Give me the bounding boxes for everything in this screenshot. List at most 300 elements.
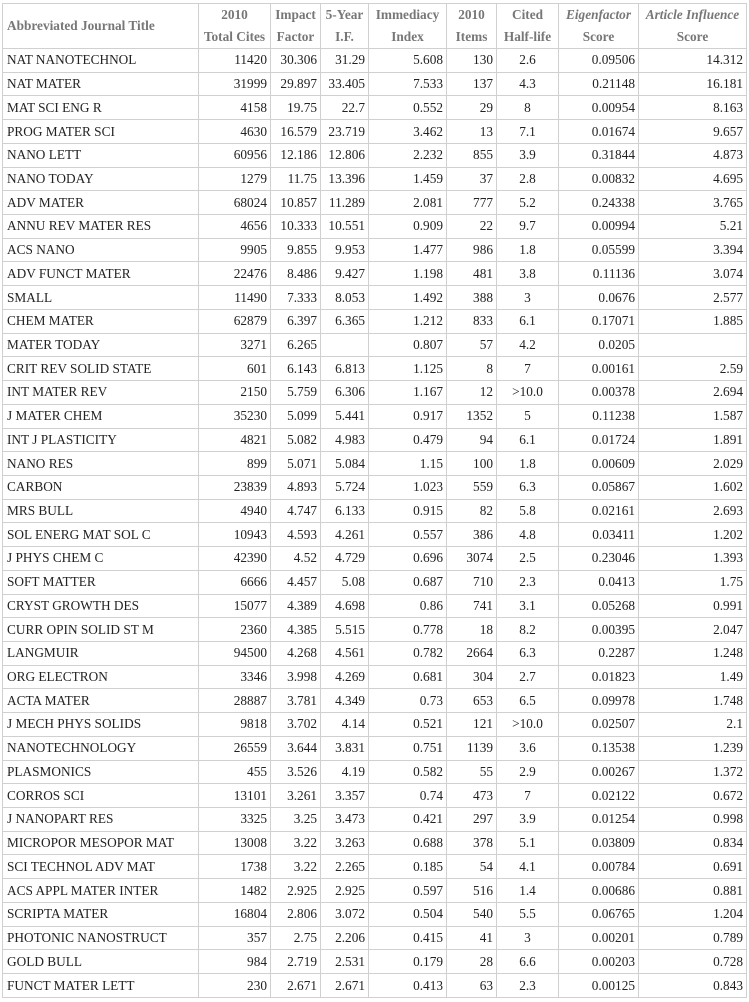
immediacy-index-cell: 0.413: [369, 974, 447, 998]
immediacy-index-cell: 1.492: [369, 286, 447, 310]
cited-half-life-cell: 5.1: [497, 831, 559, 855]
eigenfactor-cell: 0.2287: [559, 641, 639, 665]
col-header-impact-factor: Impact Factor: [271, 4, 321, 49]
items-cell: 94: [447, 428, 497, 452]
immediacy-index-cell: 1.167: [369, 381, 447, 405]
article-influence-cell: 0.691: [639, 855, 747, 879]
total-cites-cell: 4158: [199, 96, 271, 120]
items-cell: 12: [447, 381, 497, 405]
immediacy-index-cell: 0.479: [369, 428, 447, 452]
table-row: [3, 570, 747, 594]
eigenfactor-cell: 0.02161: [559, 499, 639, 523]
journal-title-cell: GOLD BULL: [3, 950, 199, 974]
total-cites-cell: 984: [199, 950, 271, 974]
table-row: [3, 784, 747, 808]
cited-half-life-cell: 6.3: [497, 475, 559, 499]
eigenfactor-cell: 0.00203: [559, 950, 639, 974]
cited-half-life-cell: 3: [497, 926, 559, 950]
immediacy-index-cell: 5.608: [369, 49, 447, 73]
eigenfactor-cell: 0.03809: [559, 831, 639, 855]
cited-half-life-cell: 2.5: [497, 547, 559, 571]
total-cites-cell: 11420: [199, 49, 271, 73]
impact-factor-cell: 3.261: [271, 784, 321, 808]
article-influence-cell: 0.672: [639, 784, 747, 808]
impact-factor-cell: 6.265: [271, 333, 321, 357]
eigenfactor-cell: 0.00395: [559, 618, 639, 642]
items-cell: 18: [447, 618, 497, 642]
col-header-journal-title: Abbreviated Journal Title: [3, 4, 199, 49]
cited-half-life-cell: 8.2: [497, 618, 559, 642]
impact-factor-cell: 2.806: [271, 902, 321, 926]
total-cites-cell: 60956: [199, 143, 271, 167]
total-cites-cell: 601: [199, 357, 271, 381]
cited-half-life-cell: 5.2: [497, 191, 559, 215]
journal-title-cell: PHOTONIC NANOSTRUCT: [3, 926, 199, 950]
total-cites-cell: 4656: [199, 215, 271, 239]
article-influence-cell: 4.873: [639, 143, 747, 167]
total-cites-cell: 94500: [199, 641, 271, 665]
five-year-if-cell: 22.7: [321, 96, 369, 120]
items-cell: 55: [447, 760, 497, 784]
cited-half-life-cell: 2.7: [497, 665, 559, 689]
immediacy-index-cell: 0.582: [369, 760, 447, 784]
eigenfactor-cell: 0.11238: [559, 404, 639, 428]
immediacy-index-cell: 0.74: [369, 784, 447, 808]
table-row: [3, 926, 747, 950]
total-cites-cell: 35230: [199, 404, 271, 428]
journal-title-cell: SMALL: [3, 286, 199, 310]
total-cites-cell: 11490: [199, 286, 271, 310]
items-cell: 130: [447, 49, 497, 73]
total-cites-cell: 13101: [199, 784, 271, 808]
table-row: [3, 381, 747, 405]
table-row: [3, 713, 747, 737]
eigenfactor-cell: 0.00201: [559, 926, 639, 950]
eigenfactor-cell: 0.01254: [559, 808, 639, 832]
cited-half-life-cell: 5: [497, 404, 559, 428]
items-cell: 13: [447, 120, 497, 144]
eigenfactor-cell: 0.00378: [559, 381, 639, 405]
immediacy-index-cell: 0.681: [369, 665, 447, 689]
table-row: [3, 808, 747, 832]
article-influence-cell: 1.202: [639, 523, 747, 547]
journal-title-cell: MAT SCI ENG R: [3, 96, 199, 120]
five-year-if-cell: 3.831: [321, 736, 369, 760]
eigenfactor-cell: 0.00994: [559, 215, 639, 239]
five-year-if-cell: 9.427: [321, 262, 369, 286]
items-cell: 516: [447, 879, 497, 903]
cited-half-life-cell: 1.8: [497, 238, 559, 262]
journal-title-cell: MRS BULL: [3, 499, 199, 523]
table-row: [3, 72, 747, 96]
article-influence-cell: 0.789: [639, 926, 747, 950]
cited-half-life-cell: 2.8: [497, 167, 559, 191]
items-cell: 481: [447, 262, 497, 286]
impact-factor-cell: 10.333: [271, 215, 321, 239]
items-cell: 304: [447, 665, 497, 689]
impact-factor-cell: 19.75: [271, 96, 321, 120]
article-influence-cell: 3.765: [639, 191, 747, 215]
journal-title-cell: NANO LETT: [3, 143, 199, 167]
eigenfactor-cell: 0.01823: [559, 665, 639, 689]
immediacy-index-cell: 0.557: [369, 523, 447, 547]
items-cell: 378: [447, 831, 497, 855]
immediacy-index-cell: 1.023: [369, 475, 447, 499]
col-header-immediacy-index: Immediacy Index: [369, 4, 447, 49]
eigenfactor-cell: 0.09978: [559, 689, 639, 713]
items-cell: 100: [447, 452, 497, 476]
eigenfactor-cell: 0.13538: [559, 736, 639, 760]
article-influence-cell: 1.602: [639, 475, 747, 499]
article-influence-cell: 9.657: [639, 120, 747, 144]
immediacy-index-cell: 0.687: [369, 570, 447, 594]
journal-title-cell: FUNCT MATER LETT: [3, 974, 199, 998]
items-cell: 28: [447, 950, 497, 974]
items-cell: 82: [447, 499, 497, 523]
items-cell: 8: [447, 357, 497, 381]
immediacy-index-cell: 0.688: [369, 831, 447, 855]
journal-title-cell: ANNU REV MATER RES: [3, 215, 199, 239]
eigenfactor-cell: 0.17071: [559, 309, 639, 333]
total-cites-cell: 1738: [199, 855, 271, 879]
eigenfactor-cell: 0.01674: [559, 120, 639, 144]
cited-half-life-cell: 3.9: [497, 808, 559, 832]
five-year-if-cell: 31.29: [321, 49, 369, 73]
items-cell: 2664: [447, 641, 497, 665]
impact-factor-cell: 4.747: [271, 499, 321, 523]
eigenfactor-cell: 0.00954: [559, 96, 639, 120]
impact-factor-cell: 3.22: [271, 855, 321, 879]
items-cell: 559: [447, 475, 497, 499]
items-cell: 833: [447, 309, 497, 333]
impact-factor-cell: 5.082: [271, 428, 321, 452]
items-cell: 540: [447, 902, 497, 926]
five-year-if-cell: 5.441: [321, 404, 369, 428]
table-row: [3, 357, 747, 381]
article-influence-cell: 0.843: [639, 974, 747, 998]
five-year-if-cell: 6.133: [321, 499, 369, 523]
five-year-if-cell: 23.719: [321, 120, 369, 144]
cited-half-life-cell: 2.3: [497, 570, 559, 594]
cited-half-life-cell: 3.6: [497, 736, 559, 760]
total-cites-cell: 42390: [199, 547, 271, 571]
five-year-if-cell: 4.729: [321, 547, 369, 571]
article-influence-cell: 0.881: [639, 879, 747, 903]
journal-title-cell: J NANOPART RES: [3, 808, 199, 832]
article-influence-cell: 2.029: [639, 452, 747, 476]
five-year-if-cell: 2.206: [321, 926, 369, 950]
immediacy-index-cell: 3.462: [369, 120, 447, 144]
article-influence-cell: 2.047: [639, 618, 747, 642]
journal-title-cell: MICROPOR MESOPOR MAT: [3, 831, 199, 855]
five-year-if-cell: 13.396: [321, 167, 369, 191]
immediacy-index-cell: 0.909: [369, 215, 447, 239]
eigenfactor-cell: 0.31844: [559, 143, 639, 167]
immediacy-index-cell: 0.782: [369, 641, 447, 665]
journal-title-cell: ADV MATER: [3, 191, 199, 215]
immediacy-index-cell: 2.081: [369, 191, 447, 215]
cited-half-life-cell: 8: [497, 96, 559, 120]
immediacy-index-cell: 1.212: [369, 309, 447, 333]
cited-half-life-cell: 3.9: [497, 143, 559, 167]
eigenfactor-cell: 0.00125: [559, 974, 639, 998]
col-header-total-cites: 2010 Total Cites: [199, 4, 271, 49]
immediacy-index-cell: 0.751: [369, 736, 447, 760]
table-row: [3, 238, 747, 262]
impact-factor-cell: 5.759: [271, 381, 321, 405]
table-body: [3, 49, 747, 998]
impact-factor-cell: 2.75: [271, 926, 321, 950]
total-cites-cell: 16804: [199, 902, 271, 926]
immediacy-index-cell: 0.421: [369, 808, 447, 832]
eigenfactor-cell: 0.00832: [559, 167, 639, 191]
article-influence-cell: 1.393: [639, 547, 747, 571]
total-cites-cell: 31999: [199, 72, 271, 96]
cited-half-life-cell: >10.0: [497, 713, 559, 737]
impact-factor-cell: 4.593: [271, 523, 321, 547]
article-influence-cell: 1.204: [639, 902, 747, 926]
journal-title-cell: CHEM MATER: [3, 309, 199, 333]
immediacy-index-cell: 0.597: [369, 879, 447, 903]
total-cites-cell: 4630: [199, 120, 271, 144]
article-influence-cell: 1.49: [639, 665, 747, 689]
table-row: [3, 879, 747, 903]
impact-factor-cell: 5.071: [271, 452, 321, 476]
eigenfactor-cell: 0.05268: [559, 594, 639, 618]
article-influence-cell: 14.312: [639, 49, 747, 73]
journal-title-cell: ORG ELECTRON: [3, 665, 199, 689]
immediacy-index-cell: 0.552: [369, 96, 447, 120]
five-year-if-cell: 33.405: [321, 72, 369, 96]
journal-title-cell: PLASMONICS: [3, 760, 199, 784]
article-influence-cell: 5.21: [639, 215, 747, 239]
immediacy-index-cell: 0.807: [369, 333, 447, 357]
five-year-if-cell: 6.813: [321, 357, 369, 381]
table-row: [3, 191, 747, 215]
total-cites-cell: 357: [199, 926, 271, 950]
five-year-if-cell: 2.531: [321, 950, 369, 974]
total-cites-cell: 899: [199, 452, 271, 476]
eigenfactor-cell: 0.09506: [559, 49, 639, 73]
table-row: [3, 333, 747, 357]
impact-factor-cell: 11.75: [271, 167, 321, 191]
article-influence-cell: 0.728: [639, 950, 747, 974]
total-cites-cell: 26559: [199, 736, 271, 760]
immediacy-index-cell: 0.73: [369, 689, 447, 713]
impact-factor-cell: 3.22: [271, 831, 321, 855]
table-row: [3, 831, 747, 855]
cited-half-life-cell: >10.0: [497, 381, 559, 405]
cited-half-life-cell: 7.1: [497, 120, 559, 144]
immediacy-index-cell: 0.179: [369, 950, 447, 974]
table-row: [3, 594, 747, 618]
five-year-if-cell: 4.19: [321, 760, 369, 784]
journal-title-cell: LANGMUIR: [3, 641, 199, 665]
article-influence-cell: 2.59: [639, 357, 747, 381]
five-year-if-cell: 4.261: [321, 523, 369, 547]
article-influence-cell: 1.748: [639, 689, 747, 713]
article-influence-cell: [639, 333, 747, 357]
total-cites-cell: 3346: [199, 665, 271, 689]
items-cell: 137: [447, 72, 497, 96]
article-influence-cell: 1.587: [639, 404, 747, 428]
total-cites-cell: 3325: [199, 808, 271, 832]
cited-half-life-cell: 2.6: [497, 49, 559, 73]
cited-half-life-cell: 4.2: [497, 333, 559, 357]
items-cell: 297: [447, 808, 497, 832]
cited-half-life-cell: 1.8: [497, 452, 559, 476]
journal-title-cell: SOFT MATTER: [3, 570, 199, 594]
total-cites-cell: 3271: [199, 333, 271, 357]
table-row: [3, 902, 747, 926]
table-row: [3, 618, 747, 642]
total-cites-cell: 62879: [199, 309, 271, 333]
article-influence-cell: 2.694: [639, 381, 747, 405]
items-cell: 57: [447, 333, 497, 357]
article-influence-cell: 2.577: [639, 286, 747, 310]
table-row: [3, 167, 747, 191]
journal-title-cell: SOL ENERG MAT SOL C: [3, 523, 199, 547]
table-row: [3, 665, 747, 689]
journal-title-cell: ADV FUNCT MATER: [3, 262, 199, 286]
cited-half-life-cell: 9.7: [497, 215, 559, 239]
total-cites-cell: 13008: [199, 831, 271, 855]
table-row: [3, 286, 747, 310]
total-cites-cell: 68024: [199, 191, 271, 215]
items-cell: 1352: [447, 404, 497, 428]
cited-half-life-cell: 2.9: [497, 760, 559, 784]
cited-half-life-cell: 4.3: [497, 72, 559, 96]
items-cell: 388: [447, 286, 497, 310]
journal-title-cell: NAT NANOTECHNOL: [3, 49, 199, 73]
journal-title-cell: ACS APPL MATER INTER: [3, 879, 199, 903]
cited-half-life-cell: 3.8: [497, 262, 559, 286]
impact-factor-cell: 3.644: [271, 736, 321, 760]
cited-half-life-cell: 6.1: [497, 309, 559, 333]
five-year-if-cell: 4.349: [321, 689, 369, 713]
eigenfactor-cell: 0.05867: [559, 475, 639, 499]
total-cites-cell: 230: [199, 974, 271, 998]
eigenfactor-cell: 0.00784: [559, 855, 639, 879]
journal-metrics-table: [2, 3, 747, 998]
table-row: [3, 736, 747, 760]
immediacy-index-cell: 1.198: [369, 262, 447, 286]
items-cell: 741: [447, 594, 497, 618]
items-cell: 1139: [447, 736, 497, 760]
immediacy-index-cell: 0.185: [369, 855, 447, 879]
immediacy-index-cell: 0.521: [369, 713, 447, 737]
cited-half-life-cell: 6.6: [497, 950, 559, 974]
table-row: [3, 49, 747, 73]
impact-factor-cell: 2.719: [271, 950, 321, 974]
impact-factor-cell: 4.389: [271, 594, 321, 618]
items-cell: 121: [447, 713, 497, 737]
cited-half-life-cell: 5.8: [497, 499, 559, 523]
impact-factor-cell: 29.897: [271, 72, 321, 96]
total-cites-cell: 4821: [199, 428, 271, 452]
total-cites-cell: 6666: [199, 570, 271, 594]
cited-half-life-cell: 3.1: [497, 594, 559, 618]
article-influence-cell: 16.181: [639, 72, 747, 96]
eigenfactor-cell: 0.0676: [559, 286, 639, 310]
items-cell: 855: [447, 143, 497, 167]
impact-factor-cell: 4.893: [271, 475, 321, 499]
five-year-if-cell: 5.084: [321, 452, 369, 476]
table-row: [3, 475, 747, 499]
eigenfactor-cell: 0.00161: [559, 357, 639, 381]
items-cell: 653: [447, 689, 497, 713]
journal-title-cell: INT MATER REV: [3, 381, 199, 405]
immediacy-index-cell: 0.86: [369, 594, 447, 618]
article-influence-cell: 0.834: [639, 831, 747, 855]
cited-half-life-cell: 6.1: [497, 428, 559, 452]
five-year-if-cell: 12.806: [321, 143, 369, 167]
table-row: [3, 855, 747, 879]
table-row: [3, 760, 747, 784]
total-cites-cell: 2150: [199, 381, 271, 405]
journal-title-cell: CRYST GROWTH DES: [3, 594, 199, 618]
items-cell: 37: [447, 167, 497, 191]
total-cites-cell: 28887: [199, 689, 271, 713]
impact-factor-cell: 4.52: [271, 547, 321, 571]
table-row: [3, 428, 747, 452]
article-influence-cell: 1.891: [639, 428, 747, 452]
cited-half-life-cell: 6.3: [497, 641, 559, 665]
items-cell: 22: [447, 215, 497, 239]
eigenfactor-cell: 0.00686: [559, 879, 639, 903]
total-cites-cell: 4940: [199, 499, 271, 523]
total-cites-cell: 455: [199, 760, 271, 784]
eigenfactor-cell: 0.02122: [559, 784, 639, 808]
eigenfactor-cell: 0.24338: [559, 191, 639, 215]
table-row: [3, 143, 747, 167]
eigenfactor-cell: 0.0205: [559, 333, 639, 357]
table-row: [3, 547, 747, 571]
impact-factor-cell: 12.186: [271, 143, 321, 167]
impact-factor-cell: 6.397: [271, 309, 321, 333]
journal-title-cell: NANOTECHNOLOGY: [3, 736, 199, 760]
five-year-if-cell: 2.671: [321, 974, 369, 998]
journal-title-cell: NAT MATER: [3, 72, 199, 96]
table-row: [3, 452, 747, 476]
journal-title-cell: J MECH PHYS SOLIDS: [3, 713, 199, 737]
impact-factor-cell: 9.855: [271, 238, 321, 262]
article-influence-cell: 2.1: [639, 713, 747, 737]
cited-half-life-cell: 5.5: [497, 902, 559, 926]
article-influence-cell: 4.695: [639, 167, 747, 191]
article-influence-cell: 0.991: [639, 594, 747, 618]
five-year-if-cell: 3.072: [321, 902, 369, 926]
items-cell: 29: [447, 96, 497, 120]
items-cell: 63: [447, 974, 497, 998]
article-influence-cell: 1.885: [639, 309, 747, 333]
impact-factor-cell: 3.25: [271, 808, 321, 832]
eigenfactor-cell: 0.06765: [559, 902, 639, 926]
items-cell: 473: [447, 784, 497, 808]
total-cites-cell: 1482: [199, 879, 271, 903]
col-header-article-influence: Article Influence Score: [639, 4, 747, 49]
article-influence-cell: 8.163: [639, 96, 747, 120]
impact-factor-cell: 6.143: [271, 357, 321, 381]
journal-title-cell: J PHYS CHEM C: [3, 547, 199, 571]
immediacy-index-cell: 1.477: [369, 238, 447, 262]
eigenfactor-cell: 0.01724: [559, 428, 639, 452]
five-year-if-cell: 4.983: [321, 428, 369, 452]
five-year-if-cell: 2.265: [321, 855, 369, 879]
table-row: [3, 641, 747, 665]
journal-title-cell: MATER TODAY: [3, 333, 199, 357]
table-row: [3, 950, 747, 974]
